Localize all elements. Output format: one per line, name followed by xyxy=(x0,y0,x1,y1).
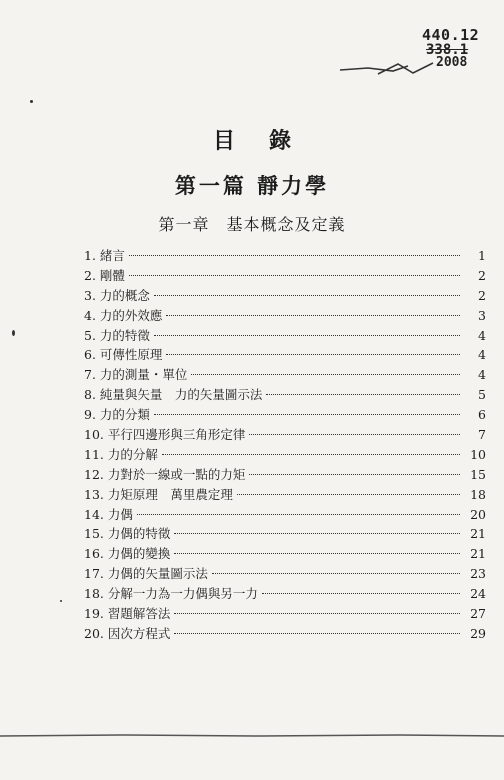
toc-leader-dots xyxy=(129,255,460,256)
speck xyxy=(30,100,33,103)
toc-entry-title: 8. 純量與矢量 力的矢量圖示法 xyxy=(84,387,263,403)
toc-entry xyxy=(84,524,486,544)
toc-entry-title: 5. 力的特徵 xyxy=(84,327,150,343)
speck xyxy=(60,600,62,602)
toc-entry-title: 7. 力的測量・單位 xyxy=(84,367,188,383)
toc-leader-dots xyxy=(174,613,460,614)
toc-entry-page: 7 xyxy=(478,427,486,443)
table-of-contents xyxy=(84,246,486,644)
toc-entry-page: 4 xyxy=(478,367,486,383)
toc-entry xyxy=(84,604,486,624)
toc-leader-dots xyxy=(249,434,460,435)
toc-entry xyxy=(84,624,486,644)
toc-entry-title: 15. 力偶的特徵 xyxy=(84,526,171,542)
catalog-stamp-line-1: 440.12 xyxy=(422,26,480,44)
toc-entry-page: 29 xyxy=(470,625,486,641)
toc-leader-dots xyxy=(166,354,460,355)
pen-scribble-mark xyxy=(338,60,438,78)
toc-entry xyxy=(84,326,486,346)
toc-entry xyxy=(84,584,486,604)
toc-leader-dots xyxy=(237,494,460,495)
toc-entry-page: 20 xyxy=(470,506,486,522)
toc-entry-page: 24 xyxy=(470,586,486,602)
toc-entry-page: 4 xyxy=(478,347,486,363)
toc-entry-title: 10. 平行四邊形與三角形定律 xyxy=(84,427,246,443)
toc-entry xyxy=(84,286,486,306)
toc-entry-title: 20. 因次方程式 xyxy=(84,625,171,641)
contents-heading: 目錄 xyxy=(212,128,325,154)
toc-entry xyxy=(84,385,486,405)
part-title: 第一篇 靜力學 xyxy=(174,173,330,198)
toc-entry-title: 17. 力偶的矢量圖示法 xyxy=(84,566,208,582)
toc-entry-title: 3. 力的概念 xyxy=(84,287,150,303)
toc-entry-page: 15 xyxy=(470,466,486,482)
toc-entry-title: 16. 力偶的變換 xyxy=(84,546,171,562)
toc-entry xyxy=(84,465,486,485)
toc-entry-page: 23 xyxy=(470,566,486,582)
toc-leader-dots xyxy=(174,553,460,554)
toc-entry xyxy=(84,505,486,525)
toc-leader-dots xyxy=(262,593,460,594)
toc-entry xyxy=(84,485,486,505)
toc-entry-title: 9. 力的分類 xyxy=(84,407,150,423)
speck xyxy=(12,330,15,336)
toc-entry-page: 18 xyxy=(470,486,486,502)
toc-leader-dots xyxy=(249,474,460,475)
toc-leader-dots xyxy=(137,514,460,515)
toc-entry-page: 2 xyxy=(478,287,486,303)
toc-leader-dots xyxy=(212,573,460,574)
toc-leader-dots xyxy=(129,275,460,276)
toc-leader-dots xyxy=(154,295,460,296)
toc-entry xyxy=(84,345,486,365)
toc-leader-dots xyxy=(191,374,460,375)
toc-entry xyxy=(84,266,486,286)
toc-entry-page: 2 xyxy=(478,267,486,283)
toc-entry-page: 10 xyxy=(470,446,486,462)
toc-entry xyxy=(84,445,486,465)
toc-leader-dots xyxy=(266,394,460,395)
toc-entry xyxy=(84,544,486,564)
toc-entry-title: 1. 緒言 xyxy=(84,248,125,263)
toc-entry-title: 6. 可傳性原理 xyxy=(84,347,163,363)
page-bottom-edge xyxy=(0,730,504,740)
toc-leader-dots xyxy=(174,633,460,634)
toc-entry-page: 1 xyxy=(478,248,486,263)
toc-entry-page: 5 xyxy=(478,387,486,403)
toc-entry-page: 21 xyxy=(470,546,486,562)
toc-entry xyxy=(84,246,486,266)
toc-entry-page: 21 xyxy=(470,526,486,542)
toc-entry-title: 14. 力偶 xyxy=(84,506,133,522)
toc-entry-page: 3 xyxy=(478,307,486,323)
toc-leader-dots xyxy=(154,414,460,415)
chapter-title: 第一章 基本概念及定義 xyxy=(158,215,346,234)
toc-entry xyxy=(84,405,486,425)
toc-entry-title: 2. 剛體 xyxy=(84,267,125,283)
toc-entry-title: 18. 分解一力為一力偶與另一力 xyxy=(84,586,258,602)
toc-entry-page: 4 xyxy=(478,327,486,343)
toc-entry-title: 13. 力矩原理 萬里農定理 xyxy=(84,486,233,502)
toc-leader-dots xyxy=(174,533,460,534)
toc-entry xyxy=(84,425,486,445)
toc-leader-dots xyxy=(154,335,460,336)
toc-entry-page: 6 xyxy=(478,407,486,423)
toc-entry xyxy=(84,564,486,584)
toc-entry-title: 4. 力的外效應 xyxy=(84,307,163,323)
toc-entry-title: 19. 習題解答法 xyxy=(84,606,171,622)
toc-entry-page: 27 xyxy=(470,606,486,622)
toc-leader-dots xyxy=(166,315,460,316)
toc-leader-dots xyxy=(162,454,460,455)
toc-entry-title: 11. 力的分解 xyxy=(84,446,158,462)
catalog-stamp-line-3: 2008 xyxy=(436,55,468,70)
toc-entry xyxy=(84,365,486,385)
toc-entry-title: 12. 力對於一線或一點的力矩 xyxy=(84,466,246,482)
catalog-stamp-line-2: 338.1 xyxy=(426,42,469,58)
toc-entry xyxy=(84,306,486,326)
